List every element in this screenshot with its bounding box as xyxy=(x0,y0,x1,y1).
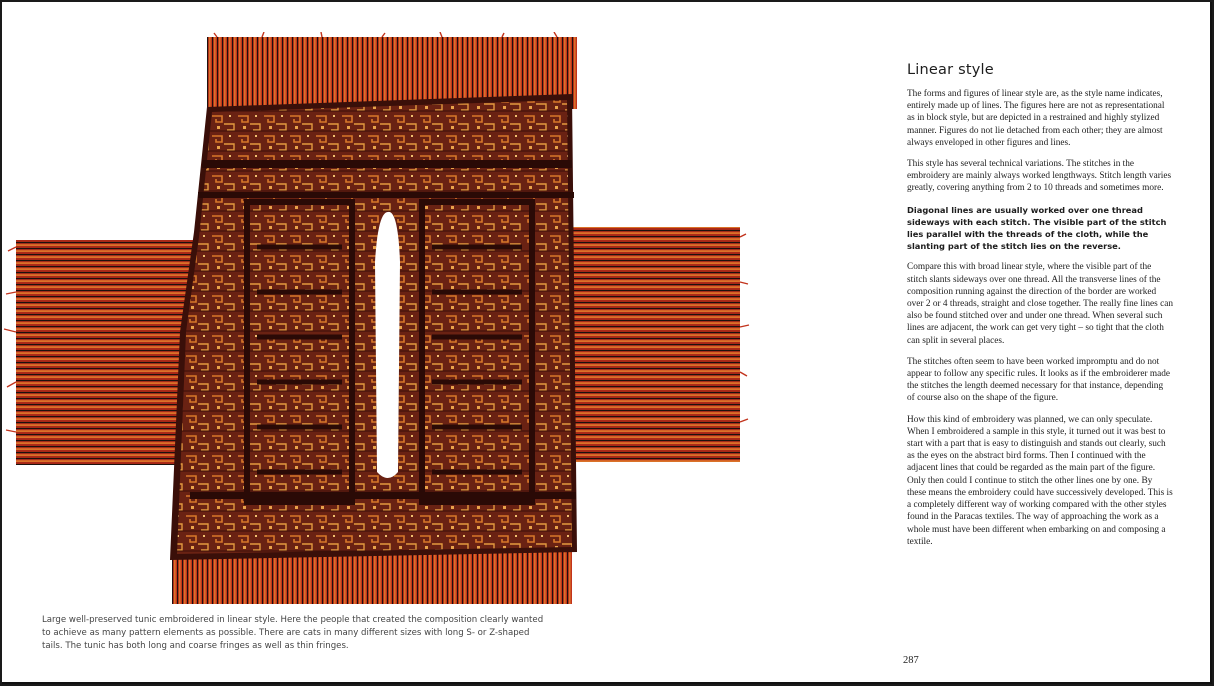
paragraph: Diagonal lines are usually worked over one thread sideways with each stitch. The visible part of the stitch lies parallel with the threads of the cloth, while the slanting part of the stitch lies on the reverse. xyxy=(907,204,1167,252)
bottom-fringe xyxy=(172,552,572,604)
tunic-photograph xyxy=(2,32,762,612)
text-column xyxy=(907,62,1173,557)
paragraph: How this kind of embroidery was planned, we can only speculate. When I embroidered a sample in this style, it turned out it was best to start with a part that is easy to distinguish and stands out clearly, such as the eyes on the abstract bird forms. Then I continued with the adjacent lines that could be regarded as the main part of the figure. Only then could I continue to stitch the other lines one by one. By these means the embroidery could have successively developed. This is a completely different way of working compared with the other styles found in the Paracas textiles. The way of approaching the work as a whole must have been different when embarking on and composing a textile. xyxy=(907,414,1173,547)
book-spread xyxy=(2,2,1212,684)
paragraph: Compare this with broad linear style, where the visible part of the stitch slants sideways over one thread. All the transverse lines of the composition running against the direction of the border are worked over 2 or 4 threads, straight and close together. The really fine lines can also be found stitched over and under one thread. When several such lines are adjacent, the work can get very tight – so tight that the cloth can split in several places. xyxy=(907,262,1173,346)
tunic-cloth xyxy=(170,94,577,560)
paragraph: The stitches often seem to have been worked impromptu and do not appear to follow any specific rules. It looks as if the embroiderer made the stitches the length deemed necessary for that instance, depending of course also on the shape of the figure. xyxy=(907,356,1171,404)
figure-caption: Large well-preserved tunic embroidered in linear style. Here the people that created the composition clearly wanted to achieve as many pattern elements as possible. There are cats in many different sizes with long S- or Z-shaped tails. The tunic has both long and coarse fringes as well as thin fringes. xyxy=(42,615,544,651)
paragraph: The forms and figures of linear style are, as the style name indicates, entirely made up of lines. The figures here are not as representational as in block style, but are depicted in a restrained and highly stylized manner. Figures do not lie detached from each other; they are almost always enveloped in other figures and lines. xyxy=(907,89,1165,148)
neck-slit xyxy=(375,212,400,478)
section-heading: Linear style xyxy=(907,62,994,78)
right-fringe xyxy=(562,227,749,462)
left-fringe xyxy=(4,240,196,465)
page-number: 287 xyxy=(903,655,919,666)
paragraph: This style has several technical variations. The stitches in the embroidery are mainly always worked lengthways. Stitch length varies greatly, covering anything from 2 to 10 threads and sometimes more. xyxy=(907,159,1172,194)
